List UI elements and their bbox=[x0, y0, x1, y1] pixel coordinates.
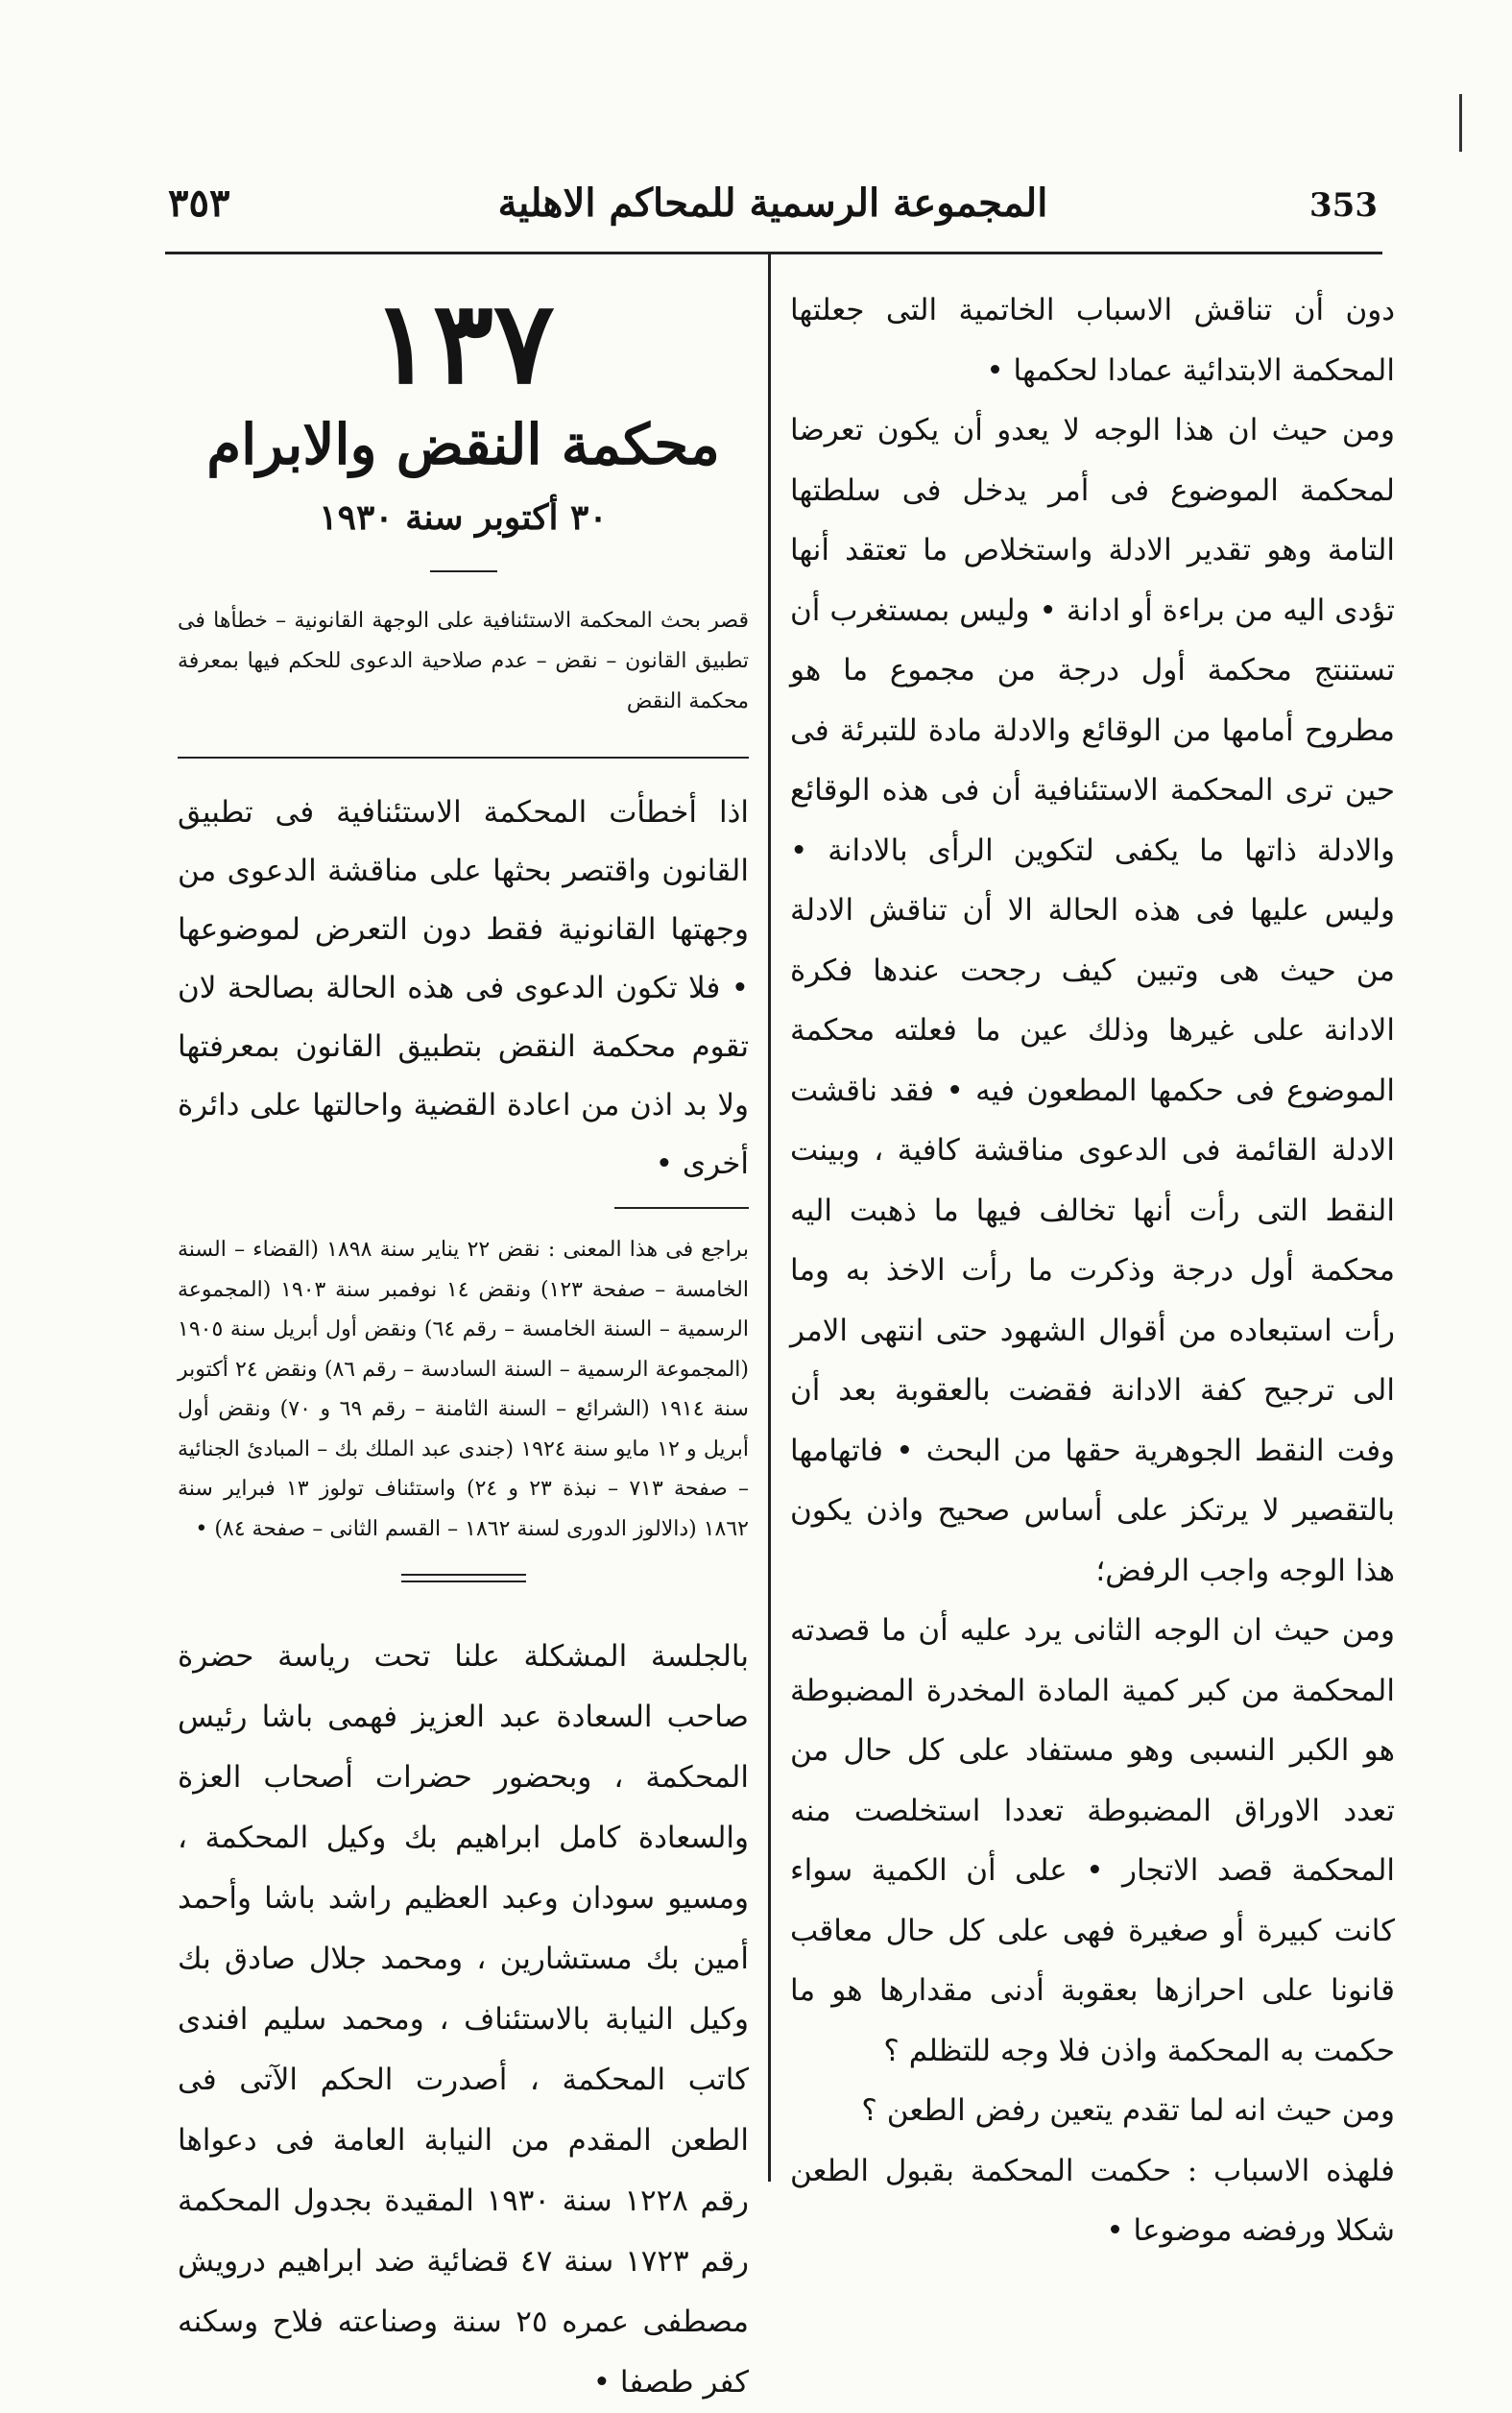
paragraph: دون أن تناقش الاسباب الخاتمية التى جعلتها المحكمة الابتدائية عمادا لحكمها • bbox=[790, 293, 1395, 388]
case-summary: قصر بحث المحكمة الاستئنافية على الوجهة القانونية – خطأها فى تطبيق القانون – نقض – عدم صلاحية الدعوى للحكم فيها بمعرفة محكمة النقض bbox=[178, 609, 749, 713]
margin-mark bbox=[1459, 94, 1462, 152]
column-divider bbox=[768, 252, 771, 2182]
left-column bbox=[178, 276, 750, 2413]
right-column bbox=[790, 280, 1395, 2261]
legal-principle: اذا أخطأت المحكمة الاستئنافية فى تطبيق القانون واقتصر بحثها على مناقشة الدعوى من وجهتها القانونية فقط دون التعرض لموضوعها • فلا تكون الدعوى فى هذه الحالة بصالحة لان تقوم محكمة النقض بتطبيق القانون بمعرفتها ولا بد اذن من اعادة القضية واحالتها على دائرة أخرى • bbox=[178, 795, 749, 1181]
session-text: بالجلسة المشكلة علنا تحت رياسة حضرة صاحب السعادة عبد العزيز فهمى باشا رئيس المحكمة ، وبحضور حضرات أصحاب العزة والسعادة كامل ابراهيم بك وكيل المحكمة ، ومسيو سودان وعبد العظيم راشد باشا وأحمد أمين بك مستشارين ، ومحمد جلال صادق بك وكيل النيابة بالاستئناف ، ومحمد سليم افندى كاتب المحكمة ، أصدرت الحكم الآتى فى الطعن المقدم من النيابة العامة فى دعواها رقم ١٢٢٨ سنة ١٩٣٠ المقيدة بجدول المحكمة رقم ١٧٢٣ سنة ٤٧ قضائية ضد ابراهيم درويش مصطفى عمره ٢٥ سنة وصناعته فلاح وسكنه كفر طصفا • bbox=[178, 1639, 749, 2400]
paragraph: ومن حيث انه لما تقدم يتعين رفض الطعن ؟ bbox=[861, 2093, 1395, 2128]
running-header bbox=[168, 181, 1378, 248]
case-number: ١٣٧ bbox=[372, 276, 555, 409]
page-number-latin: 353 bbox=[1309, 186, 1378, 225]
header-rule bbox=[165, 252, 1382, 254]
paragraph: ومن حيث ان هذا الوجه لا يعدو أن يكون تعرضا لمحكمة الموضوع فى أمر يدخل فى سلطتها التامة وهو تقدير الادلة واستخلاص ما تعتقد أنها تؤدى اليه من براءة أو ادانة • وليس بمستغرب أن تستنتج محكمة أول درجة من مجموع ما هو مطروح أمامها من الوقائع والادلة مادة للتبرئة فى حين ترى المحكمة الاستئنافية أن فى هذه الوقائع والادلة ذاتها ما يكفى لتكوين الرأى بالادانة • وليس عليها فى هذه الحالة الا أن تناقش الادلة من حيث هى وتبين كيف رجحت عندها فكرة الادانة على غيرها وذلك عين ما فعلته محكمة الموضوع فى حكمها المطعون فيه • فقد ناقشت الادلة القائمة فى الدعوى مناقشة كافية ، وبينت النقط التى رأت أنها تخالف فيها ما ذهبت اليه محكمة أول درجة وذكرت ما رأت الاخذ به وما رأت استبعاده من أقوال الشهود حتى انتهى الامر الى ترجيح كفة الادانة فقضت بالعقوبة بعد أن وفت النقط الجوهرية حقها من البحث • فاتهامها بالتقصير لا يرتكز على أساس صحيح واذن يكون هذا الوجه واجب الرفض؛ bbox=[790, 413, 1395, 1588]
double-rule bbox=[401, 1574, 526, 1582]
footnote-rule bbox=[614, 1207, 749, 1209]
short-rule bbox=[430, 570, 497, 572]
page-number-arabic: ٣٥٣ bbox=[168, 181, 230, 226]
paragraph: فلهذه الاسباب : حكمت المحكمة بقبول الطعن شكلا ورفضه موضوعا • bbox=[790, 2153, 1395, 2248]
header-title: المجموعة الرسمية للمحاكم الاهلية bbox=[497, 181, 1048, 226]
court-name: محكمة النقض والابرام bbox=[206, 412, 720, 477]
references-note: براجع فى هذا المعنى : نقض ٢٢ يناير سنة ١٨٩٨ (القضاء – السنة الخامسة – صفحة ١٢٣) ونقض ١٤ نوفمبر سنة ١٩٠٣ (المجموعة الرسمية – السنة الخامسة – رقم ٦٤) ونقض أول أبريل سنة ١٩٠٥ (المجموعة الرسمية – السنة السادسة – رقم ٨٦) ونقض ٢٤ أكتوبر سنة ١٩١٤ (الشرائع – السنة الثامنة – رقم ٦٩ و ٧٠) ونقض أول أبريل و ١٢ مايو سنة ١٩٢٤ (جندى عبد الملك بك – المبادئ الجنائية – صفحة ٧١٣ – نبذة ٢٣ و ٢٤) واستئناف تولوز ١٣ فبراير سنة ١٨٦٢ (دالالوز الدورى لسنة ١٨٦٢ – القسم الثانى – صفحة ٨٤) • bbox=[178, 1238, 750, 1541]
judgment-date: ٣٠ أكتوبر سنة ١٩٣٠ bbox=[319, 497, 608, 538]
section-rule bbox=[178, 757, 749, 759]
paragraph: ومن حيث ان الوجه الثانى يرد عليه أن ما قصدته المحكمة من كبر كمية المادة المخدرة المضبوطة هو الكبر النسبى وهو مستفاد على كل حال من تعدد الاوراق المضبوطة تعددا استخلصت منه المحكمة قصد الاتجار • على أن الكمية سواء كانت كبيرة أو صغيرة فهى على كل حال معاقب قانونا على احرازها بعقوبة أدنى مقدارها هو ما حكمت به المحكمة واذن فلا وجه للتظلم ؟ bbox=[790, 1613, 1395, 2068]
